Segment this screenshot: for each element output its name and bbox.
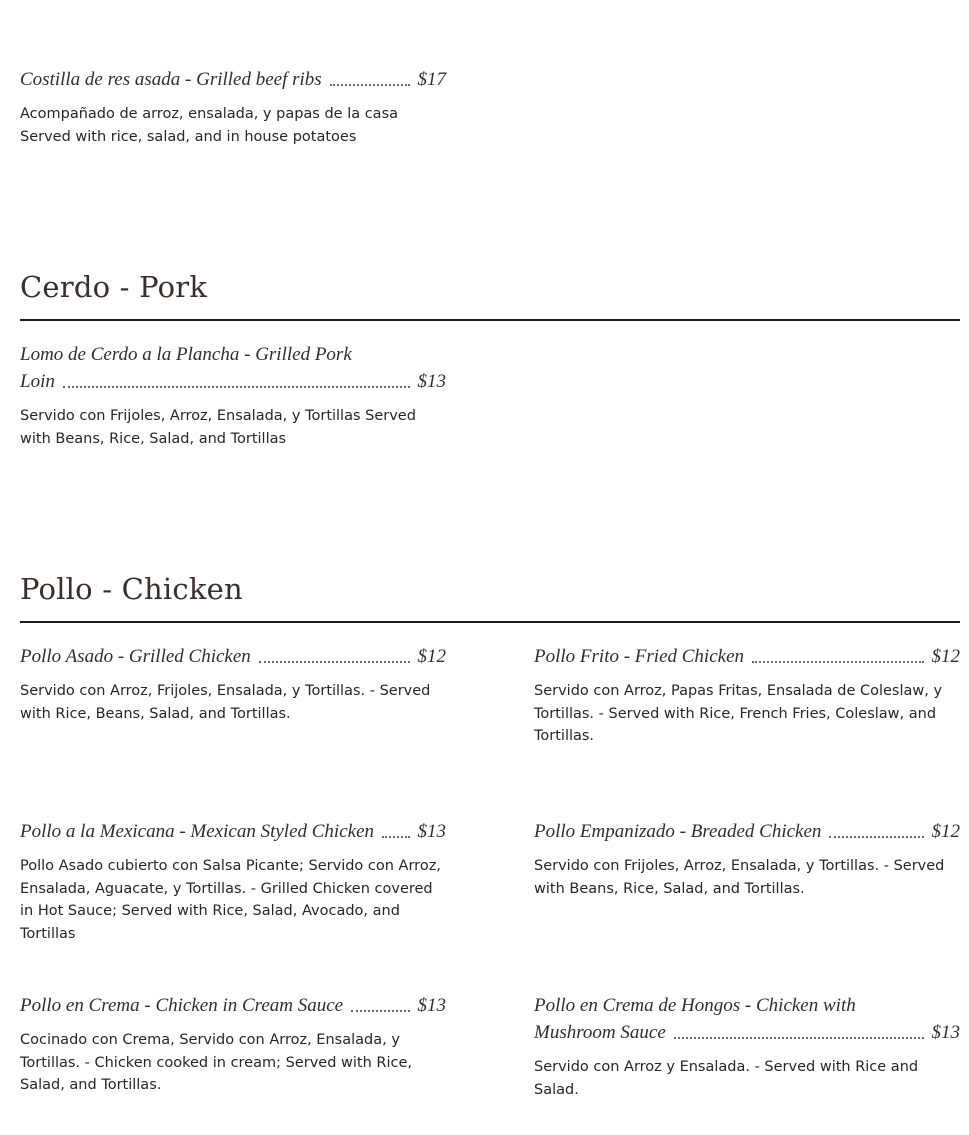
menu-item-description: Servido con Arroz y Ensalada. - Served with Rice and Salad.: [534, 1059, 919, 1098]
menu-item-description: Cocinado con Crema, Servido con Arroz, Ensalada, y Tortillas. - Chicken cooked in cream; Served with Rice, Salad, and Tortillas.: [20, 1032, 412, 1093]
menu-item-price: $13: [931, 1022, 960, 1043]
menu-item-description: Servido con Arroz, Frijoles, Ensalada, y Tortillas. - Served with Rice, Beans, Salad, and Tortillas.: [20, 683, 431, 722]
menu-item-header: [534, 643, 960, 670]
dot-leader: [752, 661, 923, 663]
dot-leader: [63, 386, 410, 388]
menu-item-description: Servido con Frijoles, Arroz, Ensalada, y Tortillas. - Served with Beans, Rice, Salad, and Tortillas.: [534, 858, 945, 897]
menu-item-description: Servido con Arroz, Papas Fritas, Ensalada de Coleslaw, y Tortillas. - Served with Rice, French Fries, Coleslaw, and Tortillas.: [534, 683, 943, 744]
menu-item-header: [534, 992, 960, 1046]
dot-leader: [829, 836, 923, 838]
menu-item-price: $13: [417, 371, 446, 392]
menu-item-mushroom-chicken: [534, 992, 960, 1101]
menu-item-header: [20, 643, 446, 670]
menu-item-price: $13: [417, 821, 446, 842]
menu-item-price: $12: [417, 646, 446, 667]
dot-leader: [259, 661, 410, 663]
section-title-chicken: Pollo - Chicken: [20, 572, 243, 606]
menu-item-name: Pollo Asado - Grilled Chicken: [20, 646, 251, 667]
menu-item-header: [20, 992, 446, 1019]
menu-item-name: Costilla de res asada - Grilled beef ribs: [20, 69, 322, 90]
menu-item-name-line2: Loin: [20, 371, 55, 392]
dot-leader: [674, 1037, 924, 1039]
menu-item-header: [20, 341, 446, 395]
menu-item-cream-chicken: [20, 992, 446, 1097]
menu-item-beef-ribs: [20, 66, 446, 148]
menu-item-name: Pollo Frito - Fried Chicken: [534, 646, 745, 667]
menu-item-name-line1: Lomo de Cerdo a la Plancha - Grilled Pork: [20, 344, 352, 365]
menu-item-description: Servido con Frijoles, Arroz, Ensalada, y Tortillas Served with Beans, Rice, Salad, and Tortillas: [20, 408, 416, 447]
menu-item-name-line2: Mushroom Sauce: [534, 1022, 666, 1043]
dot-leader: [382, 836, 409, 838]
menu-item-header: [20, 66, 446, 93]
menu-item-name: Pollo Empanizado - Breaded Chicken: [534, 821, 822, 842]
menu-item-pork-loin: [20, 341, 446, 450]
menu-item-description: Acompañado de arroz, ensalada, y papas de la casa Served with rice, salad, and in house potatoes: [20, 106, 399, 145]
menu-item-header: [20, 818, 446, 845]
menu-item-price: $13: [417, 995, 446, 1016]
menu-item-price: $12: [931, 821, 960, 842]
section-divider-chicken: [20, 621, 960, 623]
dot-leader: [330, 84, 410, 86]
menu-item-price: $17: [417, 69, 446, 90]
menu-item-grilled-chicken: [20, 643, 446, 725]
menu-item-fried-chicken: [534, 643, 960, 748]
dot-leader: [351, 1010, 409, 1012]
menu-item-name: Pollo en Crema - Chicken in Cream Sauce: [20, 995, 344, 1016]
menu-item-description: Pollo Asado cubierto con Salsa Picante; Servido con Arroz, Ensalada, Aguacate, y Tortillas. - Grilled Chicken covered in Hot Sauce; Served with Rice, Salad, Avocado, and Tortillas: [20, 858, 441, 942]
menu-item-price: $12: [931, 646, 960, 667]
menu-item-name-line1: Pollo en Crema de Hongos - Chicken with: [534, 995, 856, 1016]
menu-item-header: [534, 818, 960, 845]
menu-item-breaded-chicken: [534, 818, 960, 900]
section-title-pork: Cerdo - Pork: [20, 270, 208, 304]
section-divider-pork: [20, 319, 960, 321]
menu-item-mexican-chicken: [20, 818, 446, 945]
menu-item-name: Pollo a la Mexicana - Mexican Styled Chicken: [20, 821, 375, 842]
